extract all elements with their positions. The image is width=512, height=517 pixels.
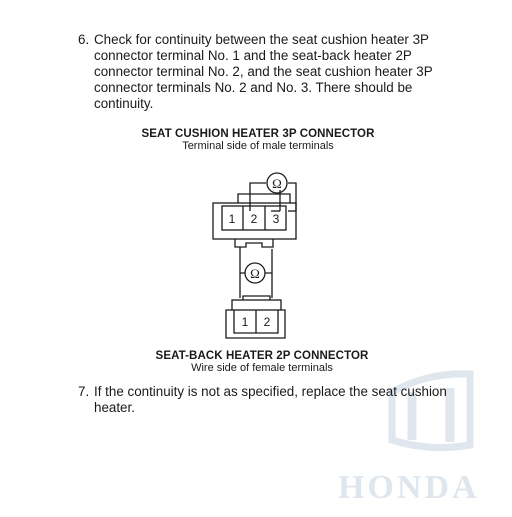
connector-3p-title: SEAT CUSHION HEATER 3P CONNECTOR bbox=[141, 128, 375, 140]
terminal-2p-1: 1 bbox=[241, 315, 249, 329]
instruction-step-7 bbox=[78, 384, 458, 416]
step-number: 7. bbox=[78, 384, 90, 399]
connector-2p-title: SEAT-BACK HEATER 2P CONNECTOR bbox=[155, 350, 369, 362]
terminal-2p-2: 2 bbox=[263, 315, 271, 329]
connector-3p-subtitle: Terminal side of male terminals bbox=[182, 140, 334, 152]
ohm-symbol: Ω bbox=[272, 176, 282, 191]
connector-2p bbox=[226, 296, 285, 338]
connector-2p-subtitle: Wire side of female terminals bbox=[191, 362, 333, 374]
terminal-3p-1: 1 bbox=[228, 212, 236, 226]
step-text: If the continuity is not as specified, replace the seat cushion heater. bbox=[94, 384, 447, 415]
ohm-symbol: Ω bbox=[250, 266, 260, 281]
step-number: 6. bbox=[78, 32, 90, 47]
terminal-3p-3: 3 bbox=[272, 212, 280, 226]
watermark-text: HONDA bbox=[338, 469, 480, 506]
terminal-3p-2: 2 bbox=[250, 212, 258, 226]
step-text: Check for continuity between the seat cushion heater 3P connector terminal No. 1 and the seat-back heater 2P connector terminal No. 2, and the seat cushion heater 3P connector terminals No. 2 and No. 3. There should be continuity. bbox=[94, 32, 433, 111]
